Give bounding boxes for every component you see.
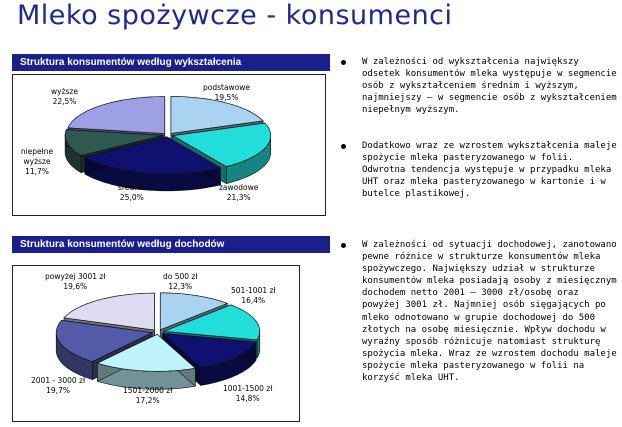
bullet-education-trend: Dodatkowo wraz ze wzrostem wykształcenia maleje spożycie mleka pasteryzowanego w folii. Odwrotna tendencja występuje w przypadku mleka UHT oraz mleka pasteryzowanego w kartonie i w butelce plastikowej. <box>340 140 622 200</box>
pie-label-0-0 <box>203 83 250 103</box>
income-pie-chart <box>12 265 300 422</box>
pie-label-name-0-0: podstawowe <box>203 83 251 92</box>
education-pie-chart <box>12 74 326 216</box>
pie-label-0-1 <box>219 183 258 203</box>
pie-label-1-3 <box>123 386 172 406</box>
page-title: Mleko spożywcze - konsumenci <box>17 0 453 31</box>
pie-label-value-0-1: 21,3% <box>226 193 251 202</box>
pie-label-name-1-3: 1501-2000 zł <box>123 386 173 395</box>
pie-label-name-1-0: do 500 zł <box>163 272 198 281</box>
pie-label-value-0-2: 25,0% <box>119 193 144 202</box>
pie-label-value-1-4: 19,7% <box>46 386 70 395</box>
pie-label-value-1-2: 14,8% <box>235 394 260 403</box>
pie-label-name-0-3: niepełne wyższe <box>20 147 54 166</box>
pie-label-1-4 <box>31 376 85 396</box>
pie-label-name-1-4: 2001 - 3000 zł <box>31 376 86 385</box>
pie-label-1-5 <box>45 272 105 292</box>
pie-label-value-1-1: 16,4% <box>241 296 266 305</box>
pie-label-0-2 <box>118 183 146 203</box>
pie-slice-top-0-4 <box>68 97 165 134</box>
bullet-income: W zależności od sytuacji dochodowej, zanotowano pewne różnice w strukturze konsumentów mleka spożywczego. Największy udział w strukturze konsumentów mleka posiadają osoby z miesięcznym dochodem netto 2001 – 3000 zł/osobę oraz powyżej 3001 zł. Najmniej osób sięgających po mleko odnotowano w grupie dochodowej do 500 złotych na osobę miesięcznie. Wpływ dochodu w wyraźny sposób różnicuje natomiast strukturę spożycia mleka. Wraz ze wzrostem dochodu maleje spożycie mleka pasteryzowanego w folii na korzyść mleka UHT. <box>340 239 622 384</box>
pie-label-1-0 <box>163 272 198 292</box>
bullet-list-middle <box>340 140 622 200</box>
pie-label-1-1 <box>231 286 276 306</box>
education-chart-header <box>12 54 330 71</box>
pie-label-name-1-5: powyżej 3001 zł <box>45 272 106 281</box>
income-chart-header-text: Struktura konsumentów według dochodów <box>20 239 225 250</box>
pie-label-name-0-2: średnie <box>118 183 146 192</box>
pie-label-value-0-4: 22,5% <box>52 97 77 106</box>
bullet-list-bottom <box>340 239 622 384</box>
pie-label-0-4 <box>51 87 78 107</box>
pie-label-1-2 <box>223 384 272 404</box>
income-chart-header <box>12 236 330 253</box>
pie-label-value-1-5: 19,6% <box>63 282 88 291</box>
bullet-list-top <box>340 56 622 116</box>
pie-label-value-0-3: 11,7% <box>25 167 49 176</box>
pie-label-0-3 <box>15 147 59 177</box>
pie-label-name-0-1: zawodowe <box>219 183 259 192</box>
pie-label-name-0-4: wyższe <box>51 87 78 96</box>
pie-label-value-0-0: 19,5% <box>214 93 239 102</box>
education-chart-header-text: Struktura konsumentów według wykształcenia <box>20 57 242 68</box>
pie-label-value-1-0: 12,3% <box>168 282 193 291</box>
pie-label-value-1-3: 17,2% <box>135 396 160 405</box>
pie-label-name-1-1: 501-1001 zł <box>231 286 276 295</box>
bullet-education-share: W zależności od wykształcenia największy odsetek konsumentów mleka występuje w segmencie osób z wykształceniem średnim i wyższym, najmniejszy – w segmencie osób z wykształceniem niepełnym wyższym. <box>340 56 622 116</box>
pie-label-name-1-2: 1001-1500 zł <box>223 384 273 393</box>
